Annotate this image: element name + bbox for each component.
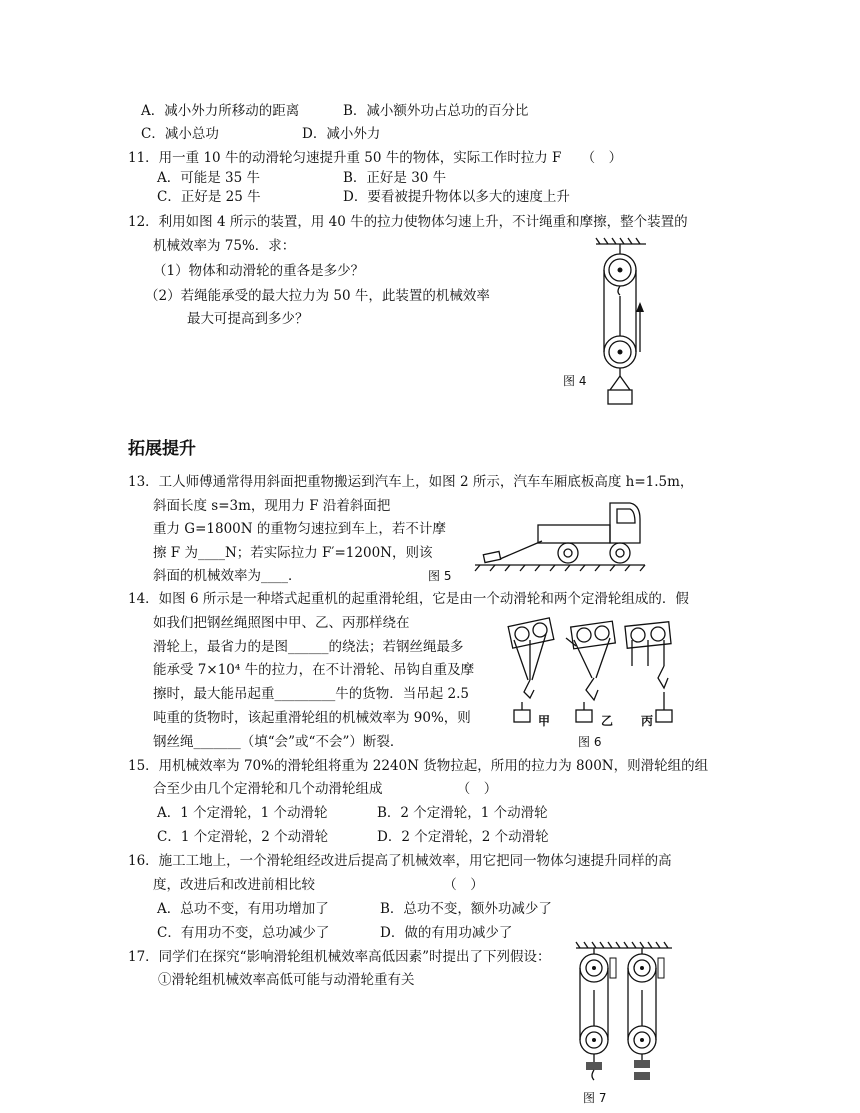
q15-line1: 15．用机械效率为 70%的滑轮组将重为 2240N 货物拉起，所用的拉力为 800N，则滑轮组的组: [128, 758, 709, 774]
figure-4-pulley: [590, 236, 650, 411]
q16-option-a: A．总功不变，有用功增加了: [157, 901, 329, 917]
q11-option-b: B．正好是 30 牛: [343, 170, 447, 186]
q11-option-a: A．可能是 35 牛: [157, 170, 261, 186]
figure-5-truck-ramp: [470, 495, 650, 575]
figure-4-caption: 图 4: [563, 374, 587, 388]
figure-6-label-bing: 丙: [641, 714, 654, 728]
q12-part2-line2: 最大可提高到多少？: [187, 311, 309, 327]
q16-option-c: C．有用功不变，总功减少了: [157, 925, 330, 941]
q12-stem-line2: 机械效率为 75%．求：: [153, 238, 296, 254]
figure-6-label-yi: 乙: [601, 714, 614, 728]
q10-option-b: B．减小额外功占总功的百分比: [343, 103, 529, 119]
figure-7-caption: 图 7: [583, 1091, 607, 1105]
q13-line3: 重力 G=1800N 的重物匀速拉到车上，若不计摩: [153, 521, 446, 537]
q13-line2: 斜面长度 s=3m，现用力 F 沿着斜面把: [153, 498, 391, 514]
q15-option-b: B．2 个定滑轮，1 个动滑轮: [377, 805, 548, 821]
figure-6-label-jia: 甲: [538, 714, 551, 728]
q15-option-a: A．1 个定滑轮，1 个动滑轮: [157, 805, 328, 821]
q13-line4: 擦 F 为____N；若实际拉力 F′=1200N，则该: [153, 545, 433, 561]
q13-line5: 斜面的机械效率为____．: [153, 568, 302, 584]
q16-option-b: B．总功不变，额外功减少了: [380, 901, 552, 917]
q10-option-c: C．减小总功: [141, 126, 219, 142]
q11-option-d: D．要看被提升物体以多大的速度上升: [343, 189, 570, 205]
figure-7-pulley-systems: [574, 940, 674, 1090]
q14-line1: 14．如图 6 所示是一种塔式起重机的起重滑轮组，它是由一个动滑轮和两个定滑轮组成的．假: [128, 591, 689, 607]
q12-stem-line1: 12．利用如图 4 所示的装置，用 40 牛的拉力使物体匀速上升，不计绳重和摩擦，整个装置的: [128, 214, 688, 230]
q16-line1: 16．施工工地上，一个滑轮组经改进后提高了机械效率，用它把同一物体匀速提升同样的高: [128, 853, 672, 869]
q14-line3: 滑轮上，最省力的是图______的绕法；若钢丝绳最多: [153, 639, 464, 655]
q16-option-d: D．做的有用功减少了: [380, 925, 513, 941]
q14-line7: 钢丝绳_______（填“会”或“不会”）断裂．: [153, 734, 404, 750]
q14-line2: 如我们把钢丝绳照图中甲、乙、丙那样绕在: [153, 615, 410, 631]
q14-line6: 吨重的货物时，该起重滑轮组的机械效率为 90%，则: [153, 710, 471, 726]
figure-6-crane-pulleys: [500, 616, 690, 728]
q17-hypothesis-1: ①滑轮组机械效率高低可能与动滑轮重有关: [158, 972, 415, 988]
q15-option-c: C．1 个定滑轮，2 个动滑轮: [157, 829, 329, 845]
q15-option-d: D．2 个定滑轮，2 个动滑轮: [377, 829, 549, 845]
q15-line2: 合至少由几个定滑轮和几个动滑轮组成 （ ）: [153, 781, 498, 797]
q14-line5: 擦时，最大能吊起重_________牛的货物．当吊起 2.5: [153, 686, 470, 702]
q17-line1: 17．同学们在探究“影响滑轮组机械效率高低因素”时提出了下列假设：: [128, 949, 551, 965]
q16-line2: 度，改进后和改进前相比较 （ ）: [153, 877, 484, 893]
q10-option-d: D．减小外力: [302, 126, 381, 142]
q12-part2-line1: （2）若绳能承受的最大拉力为 50 牛，此装置的机械效率: [145, 288, 490, 304]
q11-stem: 11．用一重 10 牛的动滑轮匀速提升重 50 牛的物体，实际工作时拉力 F （ ）: [128, 150, 623, 166]
section-title: 拓展提升: [128, 439, 196, 459]
figure-6-caption: 图 6: [578, 735, 602, 749]
q10-option-a: A．减小外力所移动的距离: [141, 103, 300, 119]
q11-option-c: C．正好是 25 牛: [157, 189, 261, 205]
figure-5-caption: 图 5: [428, 569, 452, 583]
q12-part1: （1）物体和动滑轮的重各是多少？: [153, 263, 365, 279]
q14-line4: 能承受 7×10⁴ 牛的拉力，在不计滑轮、吊钩自重及摩: [153, 662, 475, 678]
q13-line1: 13．工人师傅通常得用斜面把重物搬运到汽车上，如图 2 所示，汽车车厢底板高度 h=1.5m，: [128, 474, 694, 490]
